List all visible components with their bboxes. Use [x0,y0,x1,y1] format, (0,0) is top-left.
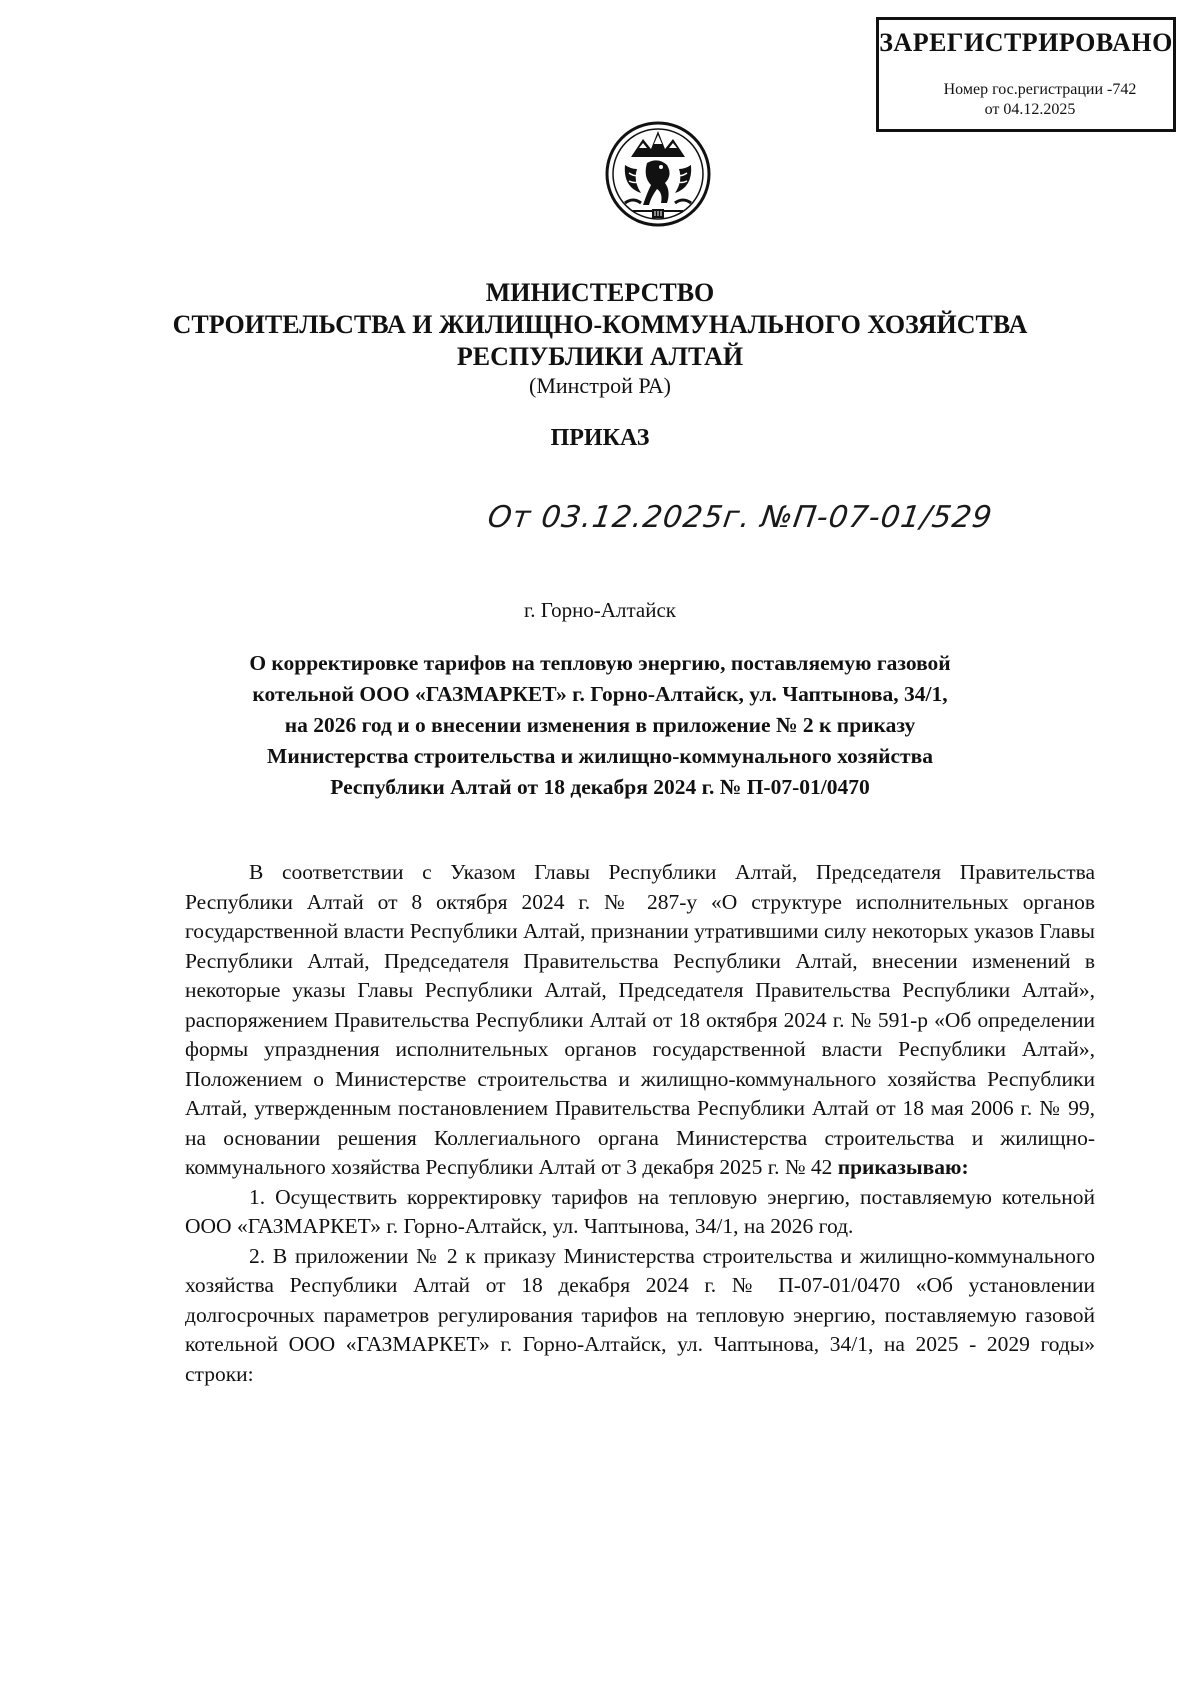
stamp-registration-number: Номер гос.регистрации -742 [943,81,1137,98]
order-body [185,858,1095,1389]
item-2-paragraph: 2. В приложении № 2 к приказу Министерства строительства и жилищно-коммунального хозяйства Республики Алтай от 18 декабря 2024 г. № П-07-01/0470 «Об установлении долгосрочных параметров регулирования тарифов на тепловую энергию, поставляемую газовой котельной ООО «ГАЗМАРКЕТ» г. Горно-Алтайск, ул. Чаптынова, 34/1, на 2025 - 2029 годы» строки: [185,1243,1095,1386]
order-subject [0,648,1200,803]
ministry-name-line1: МИНИСТЕРСТВО [485,278,715,307]
city-name: г. Горно-Алтайск [524,598,676,622]
ministry-name [0,277,1200,373]
preamble-text: В соответствии с Указом Главы Республики Алтай, Председателя Правительства Республики Алтай от 8 октября 2024 г. № 287-у «О структуре исполнительных органов государственной власти Республики Алтай, признании утратившими силу некоторых указов Главы Республики Алтай, Председателя Правительства Республики Алтай, внесении изменений в некоторые указы Главы Республики Алтай, Председателя Правительства Республики Алтай», распоряжением Правительства Республики Алтай от 18 октября 2024 г. № 591-р «Об определении формы упразднения исполнительных органов государственной власти Республики Алтай», Положением о Министерстве строительства и жилищно-коммунального хозяйства Республики Алтай, утвержденным постановлением Правительства Республики Алтай от 18 мая 2006 г. № 99, на основании решения Коллегиального органа Министерства строительства и жилищно-коммунального хозяйства Республики Алтай от 3 декабря 2025 г. № 42 [185,860,1095,1179]
handwritten-date-number: От 03.12.2025г. №П-07-01/529 [485,500,995,535]
coat-of-arms-icon [603,117,713,232]
subject-line4: Министерства строительства и жилищно-коммунального хозяйства [267,744,933,768]
document-type: ПРИКАЗ [550,425,650,451]
subject-line5: Республики Алтай от 18 декабря 2024 г. № П-07-01/0470 [330,775,870,799]
ministry-name-line3: РЕСПУБЛИКИ АЛТАЙ [456,342,744,371]
stamp-registration-date: от 04.12.2025 [984,101,1076,118]
item-1-paragraph: 1. Осуществить корректировку тарифов на тепловую энергию, поставляемую котельной ООО «ГАЗМАРКЕТ» г. Горно-Алтайск, ул. Чаптынова, 34/1, на 2026 год. [185,1184,1095,1238]
order-word: приказываю: [837,1155,969,1179]
ministry-short-name: (Минстрой РА) [529,373,671,398]
coat-of-arms-emblem [603,117,713,232]
ministry-name-line2: СТРОИТЕЛЬСТВА И ЖИЛИЩНО-КОММУНАЛЬНОГО ХОЗЯЙСТВА [172,310,1028,339]
stamp-title: ЗАРЕГИСТРИРОВАНО [879,28,1173,57]
subject-line3: на 2026 год и о внесении изменения в приложение № 2 к приказу [284,713,916,737]
subject-line2: котельной ООО «ГАЗМАРКЕТ» г. Горно-Алтайск, ул. Чаптынова, 34/1, [252,682,948,706]
registration-stamp [876,17,1176,132]
subject-line1: О корректировке тарифов на тепловую энергию, поставляемую газовой [249,651,951,675]
preamble-paragraph [185,858,1095,1183]
